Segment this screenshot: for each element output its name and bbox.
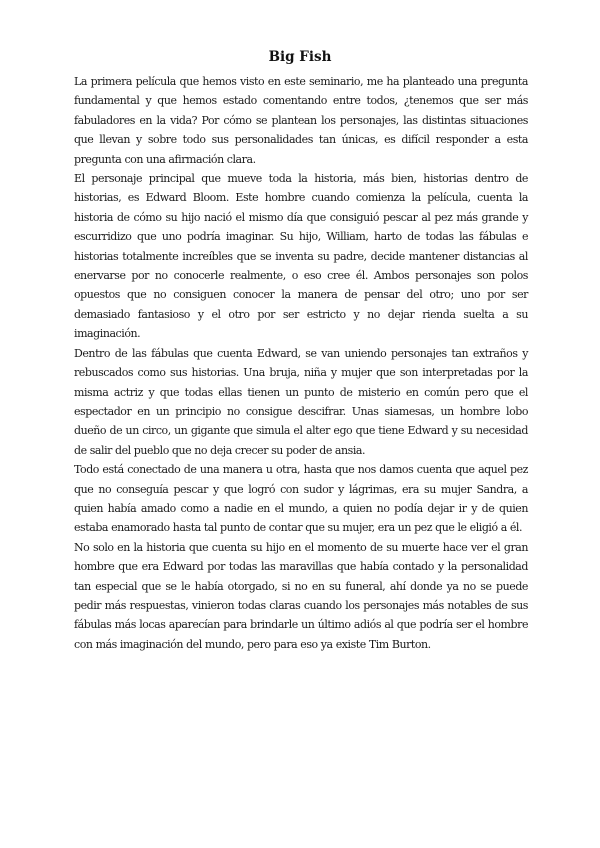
document-title: Big Fish (268, 49, 332, 65)
paragraph: Todo está conectado de una manera u otra, hasta que nos damos cuenta que aquel pez que no conseguía pescar y que logró con sudor y lágrimas, era su mujer Sandra, a quien había amado como a nadie en el mundo, a quien no podía dejar ir y de quien estaba enamorado hasta tal punto de contar que su mujer, era un pez que le eligió a él. (74, 463, 528, 535)
document-body (74, 72, 528, 654)
paragraph: No solo en la historia que cuenta su hijo en el momento de su muerte hace ver el gran hombre que era Edward por todas las maravillas que había contado y la personalidad tan especial que se le había otorgado, si no en su funeral, ahí donde ya no se puede pedir más respuestas, vinieron todas claras cuando los personajes más notables de sus fábulas más locas aparecían para brindarle un último adiós al que podría ser el hombre con más imaginación del mundo, pero para eso ya existe Tim Burton. (74, 540, 528, 651)
paragraph: El personaje principal que mueve toda la historia, más bien, historias dentro de historias, es Edward Bloom. Este hombre cuando comienza la película, cuenta la historia de cómo su hijo nació el mismo día que consiguió pescar al pez más grande y escurridizo que uno podría imaginar. Su hijo, William, harto de todas las fábulas e historias totalmente increíbles que se inventa su padre, decide mantener distancias al enervarse por no conocerle realmente, o eso cree él. Ambos personajes son polos opuestos que no consiguen conocer la manera de pensar del otro; uno por ser demasiado fantasioso y el otro por ser estricto y no dejar rienda suelta a su imaginación. (74, 172, 528, 341)
paragraph: Dentro de las fábulas que cuenta Edward, se van uniendo personajes tan extraños y rebuscados como sus historias. Una bruja, niña y mujer que son interpretadas por la misma actriz y que todas ellas tienen un punto de misterio en común pero que el espectador en un principio no consigue descifrar. Unas siamesas, un hombre lobo dueño de un circo, un gigante que simula el alter ego que tiene Edward y su necesidad de salir del pueblo que no deja crecer su poder de ansia. (74, 346, 528, 457)
paragraph: La primera película que hemos visto en este seminario, me ha planteado una pregunta fundamental y que hemos estado comentando entre todos, ¿tenemos que ser más fabuladores en la vida? Por cómo se plantean los personajes, las distintas situaciones que llevan y sobre todo sus personalidades tan únicas, es difícil responder a esta pregunta con una afirmación clara. (74, 75, 528, 166)
